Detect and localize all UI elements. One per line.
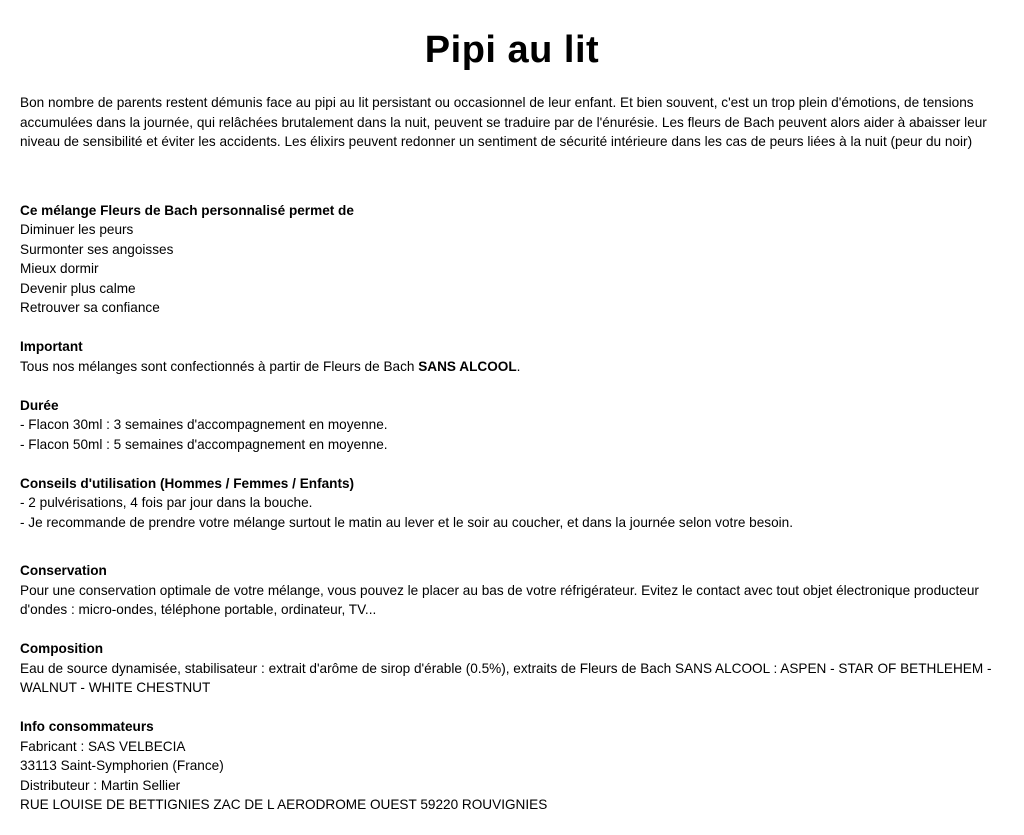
important-text-start: Tous nos mélanges sont confectionnés à partir de Fleurs de Bach xyxy=(20,358,419,374)
consumer-info-line: Fabricant : SAS VELBECIA xyxy=(20,738,186,754)
composition-heading: Composition xyxy=(20,641,104,656)
blend-benefits-section xyxy=(20,201,1020,318)
duration-line: - Flacon 30ml : 3 semaines d'accompagnement en moyenne. xyxy=(20,417,388,432)
benefit-item: Devenir plus calme xyxy=(20,280,136,296)
composition-text: Eau de source dynamisée, stabilisateur : extrait d'arôme de sirop d'érable (0.5%), extraits de Fleurs de Bach SANS ALCOOL : ASPEN - STAR OF BETHLEHEM - WALNUT - WHITE CHESTNUT xyxy=(20,660,992,695)
consumer-info-line: RUE LOUISE DE BETTIGNIES ZAC DE L AERODROME OUEST 59220 ROUVIGNIES xyxy=(20,797,548,812)
sans-alcool-emphasis: SANS ALCOOL xyxy=(418,358,517,374)
conservation-section xyxy=(20,561,1020,620)
usage-advice-line: - 2 pulvérisations, 4 fois par jour dans la bouche. xyxy=(20,495,313,510)
blend-benefits-heading: Ce mélange Fleurs de Bach personnalisé permet de xyxy=(20,202,354,218)
benefit-item: Diminuer les peurs xyxy=(20,222,134,237)
duration-heading: Durée xyxy=(20,397,59,413)
conservation-heading: Conservation xyxy=(20,563,107,578)
consumer-info-line: Distributeur : Martin Sellier xyxy=(20,777,181,793)
duration-section xyxy=(20,396,1020,455)
page-title: Pipi au lit xyxy=(424,29,600,72)
important-section xyxy=(20,337,1020,376)
usage-advice-heading: Conseils d'utilisation (Hommes / Femmes / Enfants) xyxy=(20,475,355,491)
product-description xyxy=(20,93,1020,815)
composition-section xyxy=(20,639,1020,698)
consumer-info-line: 33113 Saint-Symphorien (France) xyxy=(20,758,224,773)
benefit-item: Retrouver sa confiance xyxy=(20,300,160,315)
important-text xyxy=(20,357,1020,377)
usage-advice-line: - Je recommande de prendre votre mélange surtout le matin au lever et le soir au coucher, et dans la journée selon votre besoin. xyxy=(20,514,794,530)
benefit-item: Mieux dormir xyxy=(20,261,99,276)
important-text-end: . xyxy=(516,358,521,374)
duration-line: - Flacon 50ml : 5 semaines d'accompagnement en moyenne. xyxy=(20,436,388,452)
important-heading: Important xyxy=(20,339,83,354)
conservation-text: Pour une conservation optimale de votre mélange, vous pouvez le placer au bas de votre réfrigérateur. Evitez le contact avec tout objet électronique producteur d'ondes : micro-ondes, téléphone portable, ordinateur, TV... xyxy=(20,582,979,617)
consumer-info-section xyxy=(20,717,1020,815)
usage-advice-section xyxy=(20,474,1020,533)
benefit-item: Surmonter ses angoisses xyxy=(20,241,174,257)
consumer-info-heading: Info consommateurs xyxy=(20,719,154,734)
intro-paragraph: Bon nombre de parents restent démunis face au pipi au lit persistant ou occasionnel de leur enfant. Et bien souvent, c'est un trop plein d'émotions, de tensions accumulées dans la journée, qui relâchées brutalement dans la nuit, peuvent se traduire par de l'énurésie. Les fleurs de Bach peuvent alors aider à abaisser leur niveau de sensibilité et éviter les accidents. Les élixirs peuvent redonner un sentiment de sécurité intérieure dans les cas de peurs liées à la nuit (peur du noir) xyxy=(20,95,987,149)
